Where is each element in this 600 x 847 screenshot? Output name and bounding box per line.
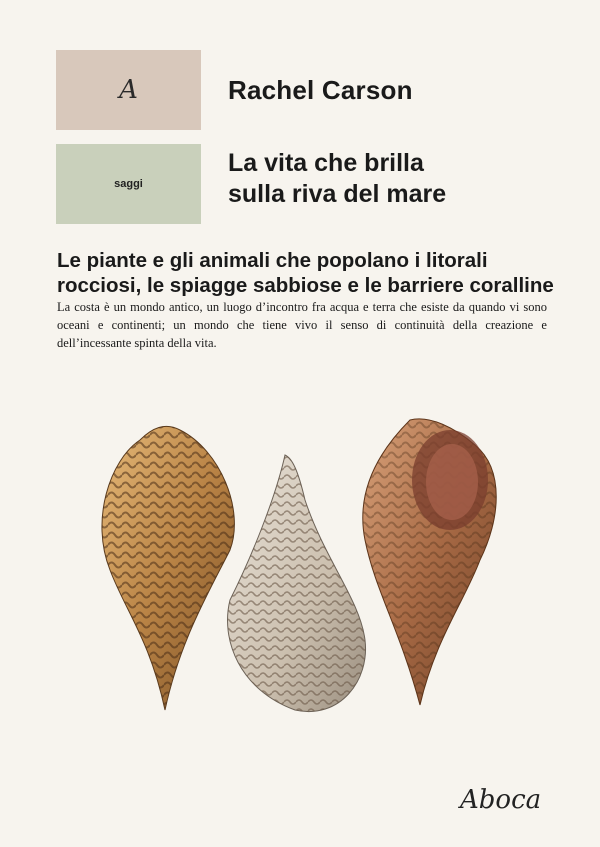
right-shell: [363, 419, 496, 705]
series-label: saggi: [114, 178, 143, 190]
title-line-2: sulla riva del mare: [228, 180, 447, 208]
publisher-logo: Aboca: [460, 785, 542, 815]
emblem-glyph: A: [119, 75, 138, 105]
book-title: [228, 148, 568, 210]
book-subtitle: [57, 248, 557, 298]
seashell-illustration: [80, 410, 540, 740]
series-label-box: [56, 144, 201, 224]
subtitle-line-2: rocciosi, le spiagge sabbiose e le barriere coralline: [57, 274, 554, 297]
author-name: Rachel Carson: [228, 75, 413, 105]
publisher-emblem-box: [56, 50, 201, 130]
cover-blurb: La costa è un mondo antico, un luogo d’incontro fra acqua e terra che esiste da quando vi sono oceani e continenti; un mondo che tiene vivo il senso di continuità della creazione e dell’incessante spinta della vita.: [57, 300, 547, 350]
left-shell: [102, 426, 234, 710]
subtitle-line-1: Le piante e gli animali che popolano i litorali: [57, 249, 488, 272]
middle-shell: [228, 455, 366, 712]
title-line-1: La vita che brilla: [228, 149, 424, 177]
